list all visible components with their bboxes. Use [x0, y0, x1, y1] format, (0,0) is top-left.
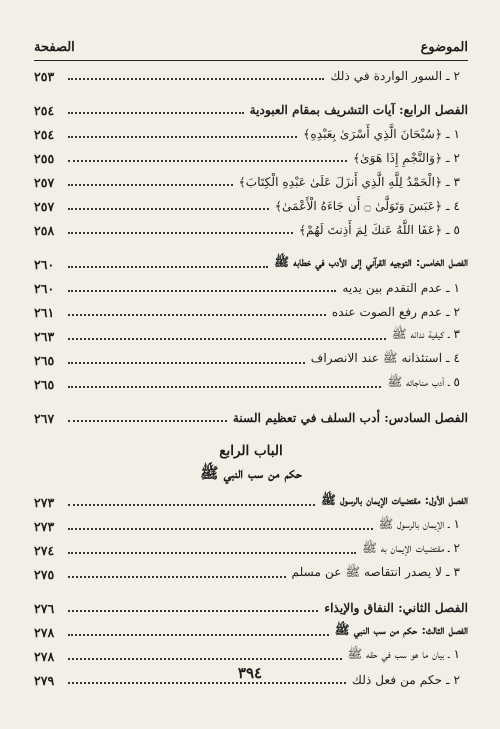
- chapter-entry: [34, 490, 468, 514]
- toc-header: [34, 36, 468, 58]
- part-title: حكم من سب النبي ﷺ: [200, 464, 302, 482]
- entry-title: ٣ ـ ﴿الْحَمْدُ لِلَّهِ الَّذِي أَنزَلَ عَلَىٰ عَبْدِهِ الْكِتَابَ﴾: [238, 175, 460, 189]
- dot-leader: [68, 634, 329, 636]
- toc-entry: [34, 146, 468, 170]
- dot-leader: [68, 136, 297, 138]
- entry-page: ٢٦٥: [34, 352, 55, 368]
- entry-page: ٢٦٧: [34, 410, 55, 426]
- toc-list: [34, 64, 468, 692]
- dot-leader: [68, 682, 346, 684]
- entry-page: ٢٧٣: [34, 518, 55, 534]
- entry-page: ٢٥٧: [34, 174, 55, 190]
- toc-entry: [34, 372, 468, 396]
- dot-leader: [68, 112, 244, 114]
- toc-entry: [34, 514, 468, 538]
- toc-entry: [34, 170, 468, 194]
- entry-title: ٢ ـ ﴿وَالنَّجْمِ إِذَا هَوَىٰ﴾: [353, 151, 460, 165]
- dot-leader: [68, 658, 342, 660]
- entry-page: ٢٧٩: [34, 672, 55, 688]
- entry-title: ٥ ـ ﴿عَفَا اللَّهُ عَنكَ لِمَ أَذِنتَ لَهُمْ﴾: [299, 223, 460, 237]
- dot-leader: [68, 184, 233, 186]
- entry-page: ٢٦٥: [34, 376, 55, 392]
- toc-entry: [34, 194, 468, 218]
- entry-page: ٢٥٤: [34, 102, 55, 118]
- entry-title: ١ ـ الإيمان بالرسول ﷺ: [378, 517, 460, 531]
- dot-leader: [68, 420, 227, 422]
- entry-page: ٢٥٧: [34, 198, 55, 214]
- entry-title: ١ ـ بيان ما هو سب في حقه ﷺ: [347, 647, 460, 661]
- dot-leader: [68, 208, 269, 210]
- chapter-entry: [34, 596, 468, 620]
- chapter-title: الفصل الرابع: آيات التشريف بمقام العبودية: [249, 103, 468, 117]
- dot-leader: [68, 528, 373, 530]
- entry-title: ٤ ـ استئذانه ﷺ عند الانصراف: [310, 351, 460, 365]
- dot-leader: [68, 338, 386, 340]
- page-column-label: الصفحة: [34, 39, 75, 55]
- entry-page: ٢٥٤: [34, 126, 55, 142]
- toc-entry: [34, 64, 468, 88]
- chapter-entry: [34, 620, 468, 644]
- entry-page: ٢٥٣: [34, 68, 55, 84]
- dot-leader: [68, 290, 336, 292]
- toc-entry: [34, 348, 468, 372]
- chapter-title: الفصل الثالث: حكم من سب النبي ﷺ: [334, 623, 468, 637]
- entry-title: ١ ـ عدم التقدم بين يديه: [342, 281, 460, 295]
- topic-column-label: الموضوع: [420, 39, 468, 55]
- entry-title: ٤ ـ ﴿عَبَسَ وَتَوَلَّىٰ ۝ أَن جَاءَهُ الْأَعْمَىٰ﴾: [274, 199, 460, 213]
- dot-leader: [68, 552, 356, 554]
- chapter-title: الفصل الأول: مقتضيات الإيمان بالرسول ﷺ: [321, 493, 468, 507]
- part-number: الباب الرابع: [219, 443, 283, 459]
- entry-title: ٥ ـ أدب مناجاته ﷺ: [387, 375, 460, 389]
- entry-page: ٢٦٠: [34, 280, 55, 296]
- chapter-title: الفصل الثاني: النفاق والإيذاء: [324, 601, 468, 615]
- toc-entry: [34, 562, 468, 586]
- entry-title: ٣ ـ لا يصدر انتقاصه ﷺ عن مسلم: [291, 565, 460, 579]
- chapter-title: الفصل السادس: أدب السلف في تعظيم السنة: [232, 411, 468, 425]
- dot-leader: [68, 266, 268, 268]
- entry-page: ٢٦١: [34, 304, 55, 320]
- page-number: ٣٩٤: [237, 664, 263, 682]
- dot-leader: [68, 78, 324, 80]
- dot-leader: [68, 314, 326, 316]
- toc-entry: [34, 122, 468, 146]
- chapter-entry: [34, 252, 468, 276]
- entry-title: ٢ ـ مقتضيات الإيمان به ﷺ: [362, 541, 460, 555]
- dot-leader: [68, 362, 305, 364]
- entry-page: ٢٦٣: [34, 328, 55, 344]
- entry-title: ٢ ـ حكم من فعل ذلك: [351, 673, 460, 687]
- entry-title: ٢ ـ عدم رفع الصوت عنده: [331, 305, 460, 319]
- toc-entry: [34, 538, 468, 562]
- toc-entry: [34, 218, 468, 242]
- dot-leader: [68, 610, 318, 612]
- chapter-title: الفصل الخامس: التوجيه القرآني إلى الأدب في خطابه ﷺ: [274, 255, 468, 269]
- toc-entry: [34, 276, 468, 300]
- entry-page: ٢٧٦: [34, 600, 55, 616]
- entry-page: ٢٧٤: [34, 542, 55, 558]
- entry-page: ٢٧٥: [34, 566, 55, 582]
- entry-page: ٢٦٠: [34, 256, 55, 272]
- entry-page: ٢٧٨: [34, 648, 55, 664]
- part-heading: [34, 440, 468, 486]
- entry-page: ٢٥٥: [34, 150, 55, 166]
- dot-leader: [68, 576, 286, 578]
- chapter-entry: [34, 98, 468, 122]
- entry-page: ٢٧٣: [34, 494, 55, 510]
- entry-page: ٢٧٨: [34, 624, 55, 640]
- dot-leader: [68, 160, 347, 162]
- toc-entry: [34, 300, 468, 324]
- entry-title: ١ ـ ﴿سُبْحَانَ الَّذِي أَسْرَىٰ بِعَبْدِهِ﴾: [303, 127, 460, 141]
- entry-title: ٢ ـ السور الواردة في ذلك: [330, 69, 460, 83]
- header-divider: [34, 60, 468, 61]
- entry-page: ٢٥٨: [34, 222, 55, 238]
- dot-leader: [68, 232, 293, 234]
- toc-entry: [34, 324, 468, 348]
- dot-leader: [68, 386, 381, 388]
- chapter-entry: [34, 406, 468, 430]
- dot-leader: [68, 504, 315, 506]
- entry-title: ٣ ـ كيفية ندائه ﷺ: [391, 327, 460, 341]
